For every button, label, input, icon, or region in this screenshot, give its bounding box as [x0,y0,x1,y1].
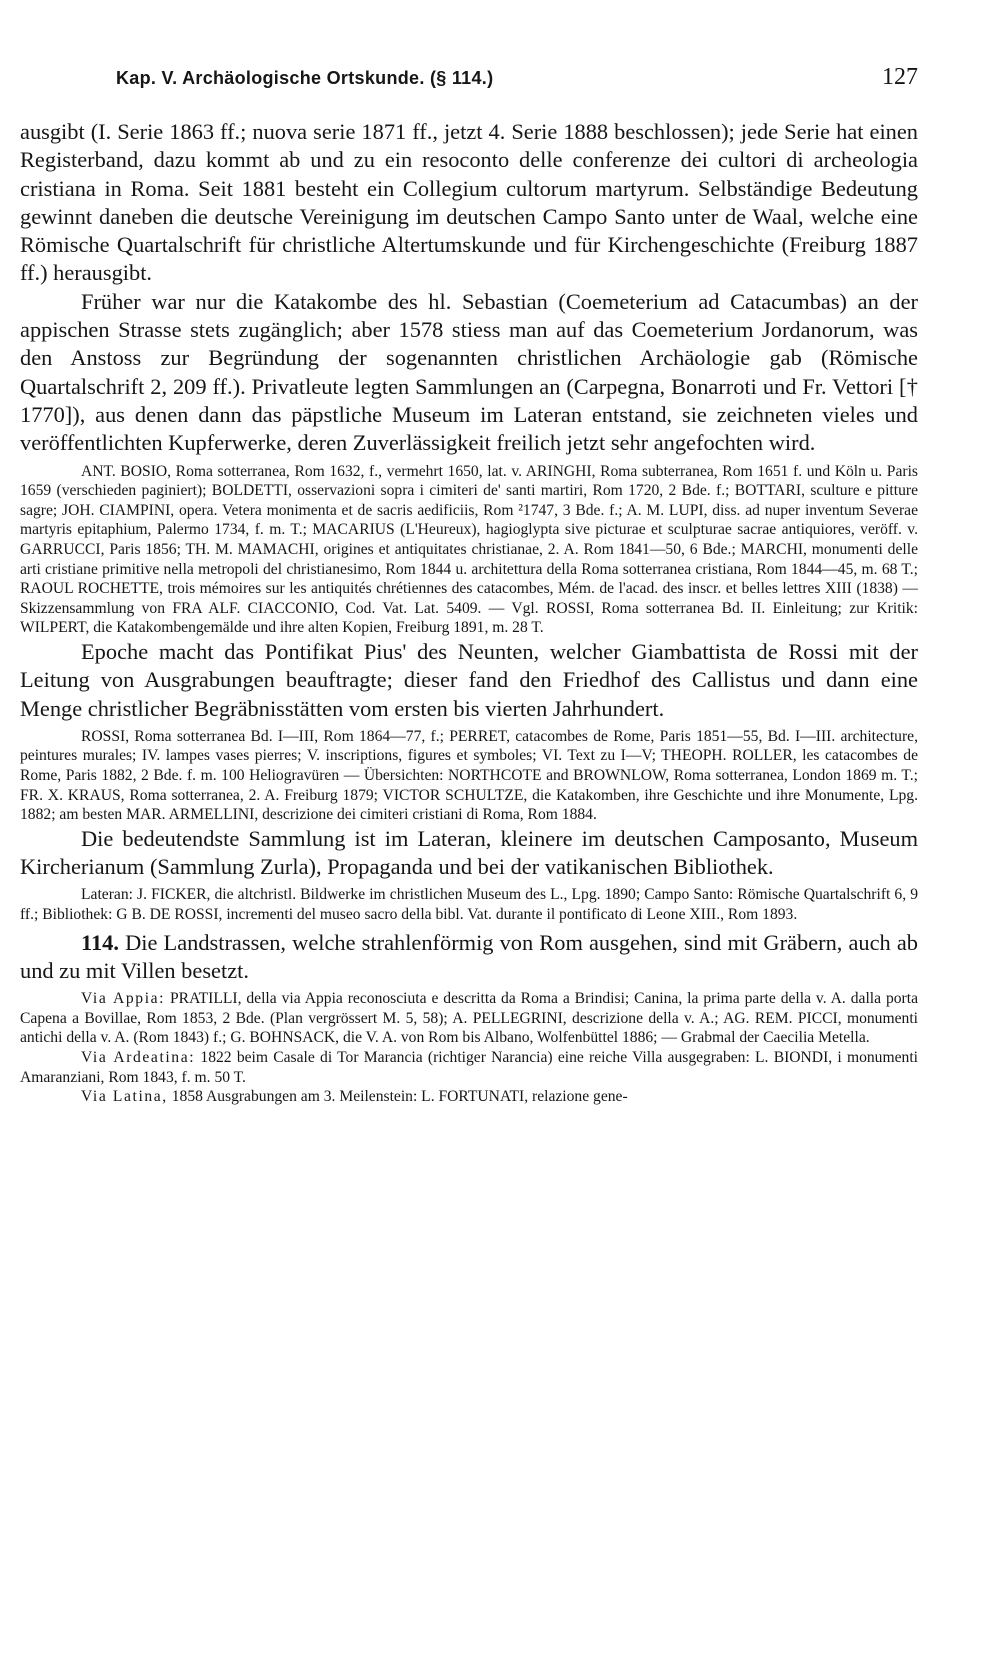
note-via-ardeatina [20,1048,918,1087]
paragraph-2: Früher war nur die Katakombe des hl. Sebastian (Coemeterium ad Catacumbas) an der appischen Strasse stets zugänglich; aber 1578 stiess man auf das Coemeterium Jordanorum, was den Anstoss zur Begründung der sogenannten christlichen Archäologie gab (Römische Quartalschrift 2, 209 ff.). Privatleute legten Sammlungen an (Carpegna, Bonarroti und Fr. Vettori [† 1770]), aus denen dann das päpstliche Museum im Lateran entstand, sie zeichneten vieles und veröffentlichten Kupferwerke, deren Zuverlässigkeit freilich jetzt sehr angefochten wird. [20,288,918,456]
running-header [116,64,918,104]
note-via-ardeatina-label: Via Ardeatina: [81,1048,196,1066]
note-via-appia-label: Via Appia: [81,990,166,1008]
paragraph-1: ausgibt (I. Serie 1863 ff.; nuova serie 1871 ff., jetzt 4. Serie 1888 beschlossen); jede Serie hat einen Registerband, dazu kommt ab und zu ein resoconto delle conferenze dei cultori di archeologia cristiana in Roma. Seit 1881 besteht ein Collegium cultorum martyrum. Selbständige Bedeutung gewinnt daneben die deutsche Vereinigung im deutschen Campo Santo unter de Waal, welche eine Römische Quartalschrift für christliche Altertumskunde und für Kirchengeschichte (Freiburg 1887 ff.) herausgibt. [20,119,918,286]
footnote-literature-1: ANT. BOSIO, Roma sotterranea, Rom 1632, f., vermehrt 1650, lat. v. ARINGHI, Roma subterranea, Rom 1651 f. und Köln u. Paris 1659 (verschieden paginiert); BOLDETTI, osservazioni sopra i cimiteri de' santi martiri, Rom 1720, 2 Bde. f.; BOTTARI, sculture e pitture sagre; JOH. CIAMPINI, opera. Vetera monimenta et de sacris aedificiis, Rom ²1747, 3 Bde. f.; A. M. LUPI, diss. ad nuper inventum Severae martyris epitaphium, Palermo 1734, f. m. T.; MACARIUS (L'Heureux), hagioglypta sive picturae et sculpturae sacrae antiquiores, veröff. v. GARRUCCI, Paris 1856; TH. M. MAMACHI, origines et antiquitates christianae, 2. A. Rom 1841—50, 6 Bde.; MARCHI, monumenti delle arti cristiane primitive nella metropoli del christianesimo, Rom 1844 u. architettura della Roma sotterranea cristiana, Rom 1844—45, m. 68 T.; RAOUL ROCHETTE, trois mémoires sur les antiquités chrétiennes des catacombes, Mém. de l'acad. des inscr. et belles lettres XIII (1838) — Skizzensammlung von FRA ALF. CIACCONIO, Cod. Vat. Lat. 5409. — Vgl. ROSSI, Roma sotterranea Bd. II. Einleitung; zur Kritik: WILPERT, die Katakombengemälde und ihre alten Kopien, Freiburg 1891, m. 28 T. [20,462,918,637]
section-title: Die Landstrassen, [125,929,287,955]
page-number: 127 [882,64,918,90]
footnote-literature-3: Lateran: J. FICKER, die altchristl. Bildwerke im christlichen Museum des L., Lpg. 1890; Campo Santo: Römische Quartalschrift 6, 9 ff.; Bibliothek: G B. DE ROSSI, incrementi del museo sacro della bibl. Vat. durante il pontificato di Leone XIII., Rom 1893. [20,886,918,923]
note-via-appia [20,989,918,1048]
note-via-latina-text: 1858 Ausgrabungen am 3. Meilenstein: L. FORTUNATI, relazione gene- [171,1088,628,1106]
paragraph-4: Die bedeutendste Sammlung ist im Lateran, kleinere im deutschen Camposanto, Museum Kircherianum (Sammlung Zurla), Propaganda und bei der vatikanischen Bibliothek. [20,825,918,880]
note-via-latina [20,1087,918,1107]
section-number: 114. [81,929,119,955]
note-via-appia-text: PRATILLI, della via Appia reconosciuta e descritta da Roma a Brindisi; Canina, la prima parte della v. A. dalla porta Capena a Bovillae, Rom 1853, 2 Bde. (Plan vergrössert M. 5, 58); A. PELLEGRINI, descrizione della v. A.; AG. REM. PICCI, monumenti antichi della v. A. (Rom 1843) f.; G. BOHNSACK, die V. A. von Rom bis Albano, Wolfenbüttel 1886; — Grabmal der Caecilia Metella. [20,990,918,1047]
paragraph-3: Epoche macht das Pontifikat Pius' des Neunten, welcher Giambattista de Rossi mit der Leitung von Ausgrabungen beauftragte; dieser fand den Friedhof des Callistus und dann eine Menge christlicher Begräbnisstätten vom ersten bis vierten Jahrhundert. [20,638,918,721]
note-via-ardeatina-text: 1822 beim Casale di Tor Marancia (richtiger Narancia) eine reiche Villa ausgegraben: L. BIONDI, i monumenti Amaranziani, Rom 1843, f. m. 50 T. [20,1048,918,1086]
header-title: Kap. V. Archäologische Ortskunde. (§ 114.) [116,68,494,88]
page-body [20,118,918,1107]
section-114-paragraph [20,929,918,986]
footnote-literature-2: ROSSI, Roma sotterranea Bd. I—III, Rom 1864—77, f.; PERRET, catacombes de Rome, Paris 1851—55, Bd. I—III. architecture, peintures murales; IV. lampes vases pierres; V. inscriptions, figures et symboles; VI. Text zu I—V; THEOPH. ROLLER, les catacombes de Rome, Paris 1882, 2 Bde. f. m. 100 Heliogravüren — Übersichten: NORTHCOTE and BROWNLOW, Roma sotterranea, London 1869 m. T.; FR. X. KRAUS, Roma sotterranea, 2. A. Freiburg 1879; VICTOR SCHULTZE, die Katakomben, ihre Geschichte und ihre Monumente, Lpg. 1882; am besten MAR. ARMELLINI, descrizione dei cimiteri cristiani di Roma, Rom 1884. [20,727,918,824]
note-via-latina-label: Via Latina, [81,1088,168,1106]
section-text: welche strahlenförmig von Rom ausgehen, sind mit Gräbern, auch ab und zu mit Villen besetzt. [20,929,918,983]
